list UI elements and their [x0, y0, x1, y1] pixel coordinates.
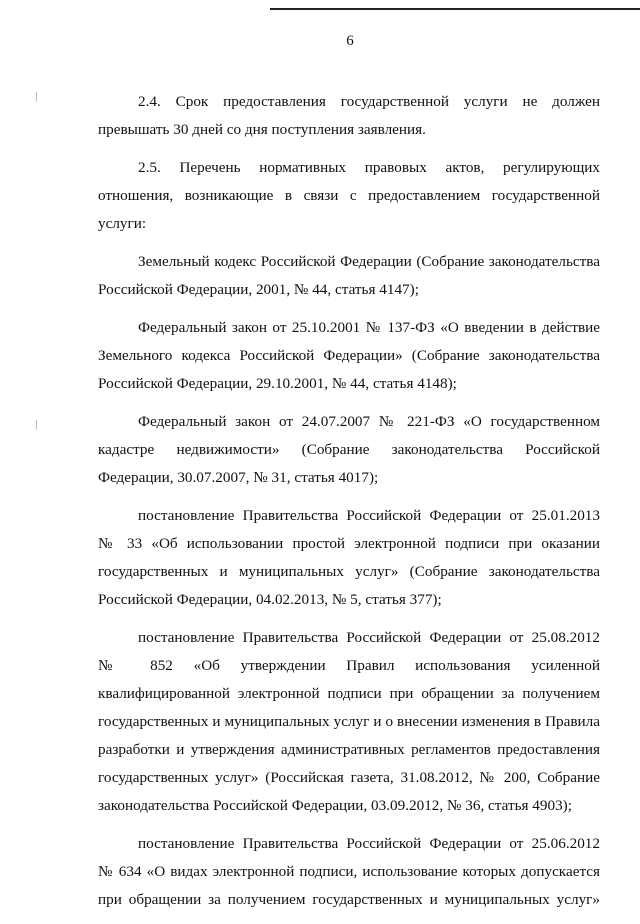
- paragraph: [98, 88, 600, 144]
- text-line: законодательства Российской Федерации, 03.09.2012, № 36, статья 4903);: [98, 797, 572, 814]
- text-line: Федерации, 30.07.2007, № 31, статья 4017);: [98, 469, 379, 486]
- top-rule: [270, 8, 640, 10]
- text-line: услуги:: [98, 215, 147, 232]
- scan-mark: [36, 92, 37, 102]
- paragraph: [98, 502, 600, 614]
- text-line: государственных услуг» (Российская газета, 31.08.2012, № 200, Собрание: [98, 769, 600, 786]
- page-number: 6: [346, 33, 354, 49]
- paragraph: [98, 408, 600, 492]
- text-line: при обращении за получением государственных и муниципальных услуг»: [98, 891, 600, 908]
- paragraph: [98, 248, 600, 304]
- text-line: 2.4. Срок предоставления государственной услуги не должен: [138, 93, 600, 110]
- text-line: Федеральный закон от 24.07.2007 № 221-ФЗ «О государственном: [138, 413, 600, 430]
- text-line: превышать 30 дней со дня поступления заявления.: [98, 121, 426, 138]
- text-line: постановление Правительства Российской Федерации от 25.06.2012: [138, 835, 600, 852]
- text-line: государственных и муниципальных услуг и о внесении изменения в Правила: [98, 713, 600, 730]
- text-line: постановление Правительства Российской Федерации от 25.01.2013: [138, 507, 600, 524]
- text-line: государственных и муниципальных услуг» (Собрание законодательства: [98, 563, 600, 580]
- text-line: Земельный кодекс Российской Федерации (Собрание законодательства: [138, 253, 600, 270]
- text-line: № 634 «О видах электронной подписи, использование которых допускается: [98, 863, 600, 880]
- text-line: разработки и утверждения административных регламентов предоставления: [98, 741, 600, 758]
- scan-mark: [36, 420, 37, 430]
- text-line: Земельного кодекса Российской Федерации» (Собрание законодательства: [98, 347, 600, 364]
- paragraph: [98, 624, 600, 820]
- text-line: 2.5. Перечень нормативных правовых актов, регулирующих: [138, 159, 600, 176]
- text-line: Российской Федерации, 04.02.2013, № 5, статья 377);: [98, 591, 442, 608]
- paragraph: [98, 830, 600, 914]
- paragraph: [98, 154, 600, 238]
- text-line: № 33 «Об использовании простой электронной подписи при оказании: [98, 535, 600, 552]
- text-line: Российской Федерации, 29.10.2001, № 44, статья 4148);: [98, 375, 457, 392]
- document-body: [98, 88, 600, 924]
- text-line: кадастре недвижимости» (Собрание законодательства Российской: [98, 441, 600, 458]
- text-line: Российской Федерации, 2001, № 44, статья 4147);: [98, 281, 419, 298]
- text-line: Федеральный закон от 25.10.2001 № 137-ФЗ «О введении в действие: [138, 319, 600, 336]
- paragraph: [98, 314, 600, 398]
- text-line: постановление Правительства Российской Федерации от 25.08.2012: [138, 629, 600, 646]
- text-line: № 852 «Об утверждении Правил использования усиленной: [98, 657, 600, 674]
- text-line: квалифицированной электронной подписи при обращении за получением: [98, 685, 600, 702]
- text-line: отношения, возникающие в связи с предоставлением государственной: [98, 187, 600, 204]
